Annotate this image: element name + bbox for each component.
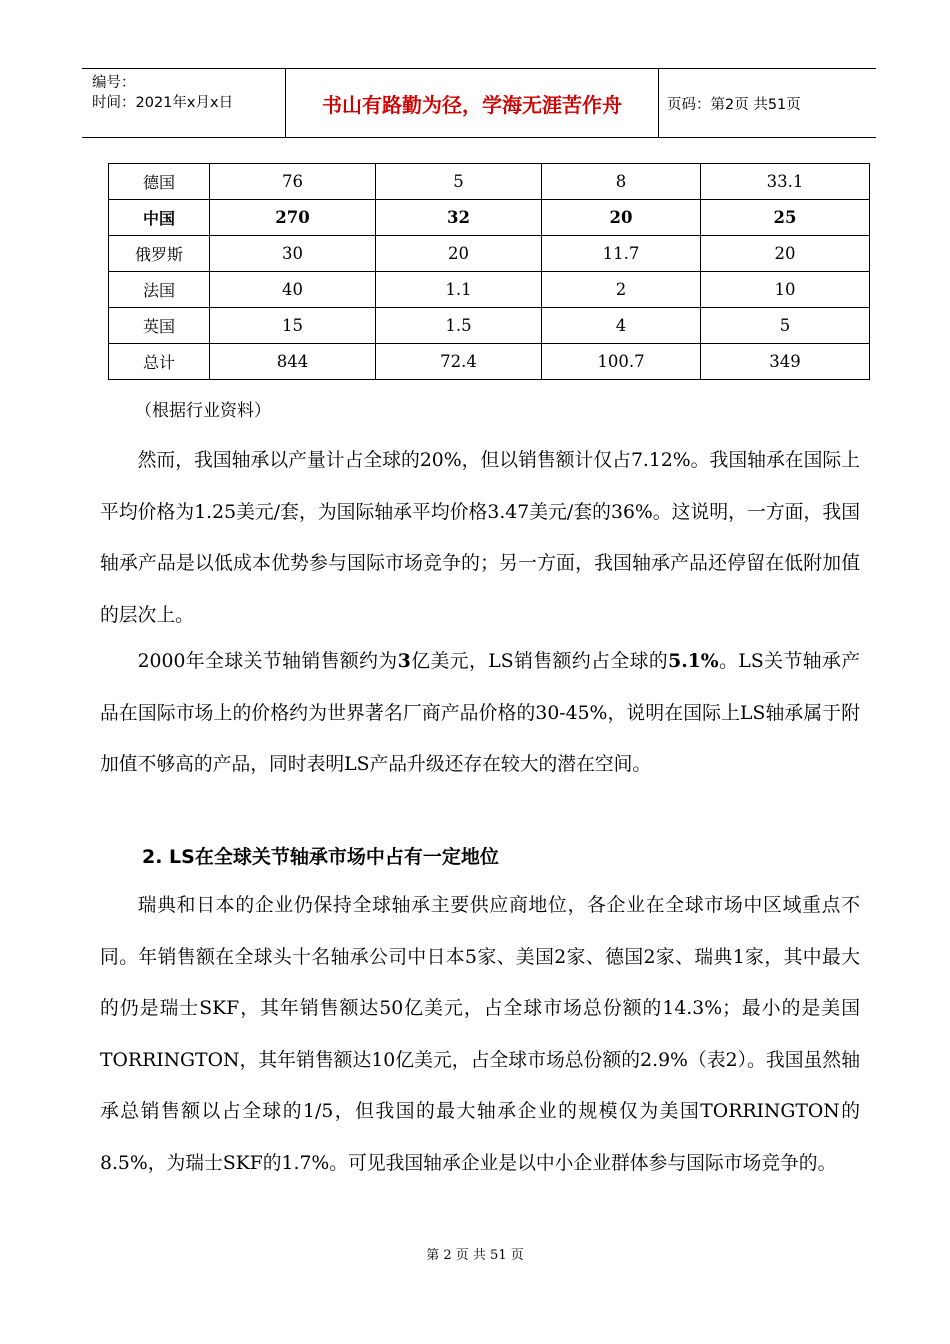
table-row: [109, 272, 870, 308]
value-cell: 1.5: [376, 308, 542, 344]
value-cell: 72.4: [376, 344, 542, 380]
row-label-cell: 法国: [109, 272, 210, 308]
value-cell: 8: [542, 164, 701, 200]
value-cell: 76: [210, 164, 376, 200]
row-label-cell: 俄罗斯: [109, 236, 210, 272]
paragraph-2: [100, 636, 860, 791]
value-cell: 32: [376, 200, 542, 236]
row-label-cell: 德国: [109, 164, 210, 200]
value-cell: 20: [701, 236, 870, 272]
table-source: （根据行业资料）: [135, 401, 271, 421]
value-cell: 1.1: [376, 272, 542, 308]
header-meta: [82, 69, 285, 137]
value-cell: 349: [701, 344, 870, 380]
p2-bold-percent: 5.1%: [668, 650, 719, 672]
paragraph-1: 然而，我国轴承以产量计占全球的20%，但以销售额计仅占7.12%。我国轴承在国际上平均价格为1.25美元/套，为国际轴承平均价格3.47美元/套的36%。这说明，一方面，我国轴承产品是以低成本优势参与国际市场竞争的；另一方面，我国轴承产品还停留在低附加值的层次上。: [100, 450, 860, 626]
row-label-cell: 总计: [109, 344, 210, 380]
data-table: [108, 163, 870, 380]
table-row: [109, 344, 870, 380]
number-label: 编号：: [92, 75, 136, 91]
value-cell: 30: [210, 236, 376, 272]
table-row: [109, 308, 870, 344]
value-cell: 20: [376, 236, 542, 272]
value-cell: 100.7: [542, 344, 701, 380]
value-cell: 25: [701, 200, 870, 236]
p2-text-e: 。LS关节轴承产品在国际市场上的价格约为世界著名厂商产品价格的30-45%，说明在国际上LS轴承属于附加值不够高的产品，同时表明LS产品升级还存在较大的潜在空间。: [100, 651, 861, 775]
table-row: [109, 236, 870, 272]
row-label-cell: 中国: [109, 200, 210, 236]
header-page-info: 页码：第2页 共51页: [667, 96, 801, 113]
table-row: [109, 164, 870, 200]
page-footer: 第 2 页 共 51 页: [426, 1248, 524, 1263]
time-label: 时间：2021年x月x日: [92, 95, 234, 111]
value-cell: 2: [542, 272, 701, 308]
value-cell: 40: [210, 272, 376, 308]
row-label-cell: 英国: [109, 308, 210, 344]
p2-text-c: 亿美元，LS销售额约占全球的: [410, 651, 669, 672]
paragraph-3: 瑞典和日本的企业仍保持全球轴承主要供应商地位，各企业在全球市场中区域重点不同。年销售额在全球头十名轴承公司中日本5家、美国2家、德国2家、瑞典1家，其中最大的仍是瑞士SKF，其年销售额达50亿美元，占全球市场总份额的14.3%；最小的是美国TORRINGTON，其年销售额达10亿美元，占全球市场总份额的2.9%（表2）。我国虽然轴承总销售额以占全球的1/5，但我国的最大轴承企业的规模仅为美国TORRINGTON的8.5%，为瑞士SKF的1.7%。可见我国轴承企业是以中小企业群体参与国际市场竞争的。: [100, 895, 860, 1174]
value-cell: 10: [701, 272, 870, 308]
p2-text-a: 2000年全球关节轴销售额约为: [137, 651, 398, 672]
value-cell: 33.1: [701, 164, 870, 200]
value-cell: 20: [542, 200, 701, 236]
header-motto: 书山有路勤为径，学海无涯苦作舟: [285, 69, 659, 137]
page-header: [82, 68, 876, 138]
section-heading: 2. LS在全球关节轴承市场中占有一定地位: [142, 846, 499, 868]
value-cell: 5: [376, 164, 542, 200]
value-cell: 4: [542, 308, 701, 344]
p2-bold-value: 3: [397, 650, 411, 672]
value-cell: 15: [210, 308, 376, 344]
value-cell: 270: [210, 200, 376, 236]
table-row: [109, 200, 870, 236]
value-cell: 844: [210, 344, 376, 380]
value-cell: 11.7: [542, 236, 701, 272]
value-cell: 5: [701, 308, 870, 344]
